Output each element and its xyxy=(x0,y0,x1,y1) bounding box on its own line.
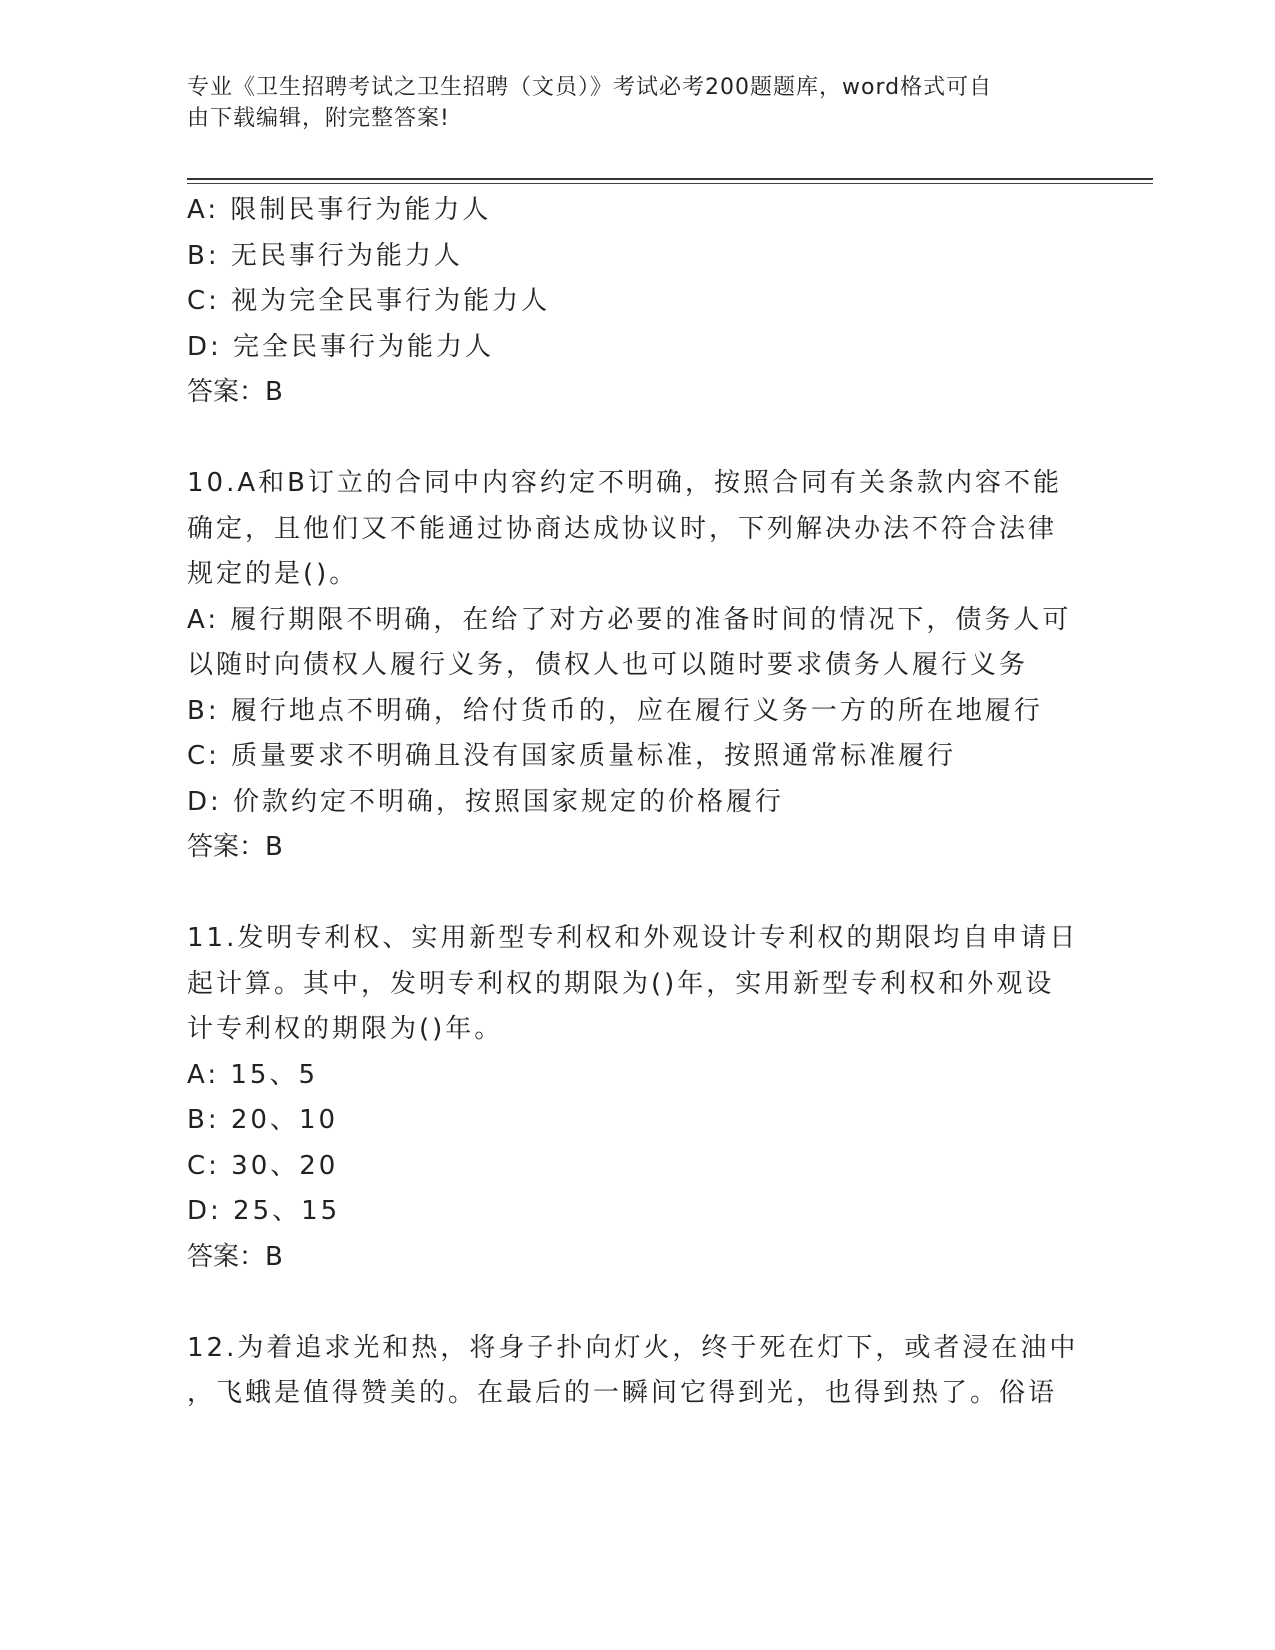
answer-line: 答案：B xyxy=(187,1241,283,1272)
question-11 xyxy=(187,916,1087,1280)
header-divider-thick xyxy=(187,178,1153,180)
option-d: D: 价款约定不明确，按照国家规定的价格履行 xyxy=(187,786,785,817)
document-header xyxy=(187,72,1067,134)
question-text-line: 起计算。其中，发明专利权的期限为()年，实用新型专利权和外观设 xyxy=(187,968,1055,999)
question-9-options xyxy=(187,188,1087,416)
question-text-line: 计专利权的期限为()年。 xyxy=(187,1014,504,1044)
question-10 xyxy=(187,461,1087,871)
question-text-line: 11.发明专利权、实用新型专利权和外观设计专利权的期限均自申请日 xyxy=(187,923,1079,953)
question-text-line: ，飞蛾是值得赞美的。在最后的一瞬间它得到光，也得到热了。俗语 xyxy=(187,1378,1058,1408)
answer-line: 答案：B xyxy=(187,832,283,862)
option-a-continued: 以随时向债权人履行义务，债权人也可以随时要求债务人履行义务 xyxy=(187,650,1029,680)
option-c: C: 视为完全民事行为能力人 xyxy=(187,286,551,316)
header-divider-thin xyxy=(187,183,1153,184)
header-line-2: 由下载编辑，附完整答案! xyxy=(187,106,450,131)
option-a: A: 限制民事行为能力人 xyxy=(187,195,492,225)
question-spacer xyxy=(187,416,1087,462)
question-12 xyxy=(187,1326,1087,1417)
question-spacer xyxy=(187,871,1087,917)
option-a: A: 15、5 xyxy=(187,1059,318,1090)
option-b: B: 履行地点不明确，给付货币的，应在履行义务一方的所在地履行 xyxy=(187,695,1043,726)
option-d: D: 完全民事行为能力人 xyxy=(187,331,495,362)
question-text-line: 10.A和B订立的合同中内容约定不明确，按照合同有关条款内容不能 xyxy=(187,468,1062,498)
option-c: C: 质量要求不明确且没有国家质量标准，按照通常标准履行 xyxy=(187,741,957,771)
question-text-line: 规定的是()。 xyxy=(187,559,359,589)
question-text-line: 12.为着追求光和热，将身子扑向灯火，终于死在灯下，或者浸在油中 xyxy=(187,1332,1079,1363)
question-spacer xyxy=(187,1280,1087,1326)
option-b: B: 20、10 xyxy=(187,1105,339,1135)
option-a: A: 履行期限不明确，在给了对方必要的准备时间的情况下，债务人可 xyxy=(187,604,1072,635)
option-d: D: 25、15 xyxy=(187,1196,341,1226)
header-line-1: 专业《卫生招聘考试之卫生招聘（文员）》考试必考200题题库，word格式可自 xyxy=(187,75,993,100)
question-text-line: 确定，且他们又不能通过协商达成协议时，下列解决办法不符合法律 xyxy=(187,513,1058,544)
option-b: B: 无民事行为能力人 xyxy=(187,240,463,271)
answer-line: 答案：B xyxy=(187,377,283,407)
option-c: C: 30、20 xyxy=(187,1150,339,1181)
document-body xyxy=(187,188,1087,1417)
